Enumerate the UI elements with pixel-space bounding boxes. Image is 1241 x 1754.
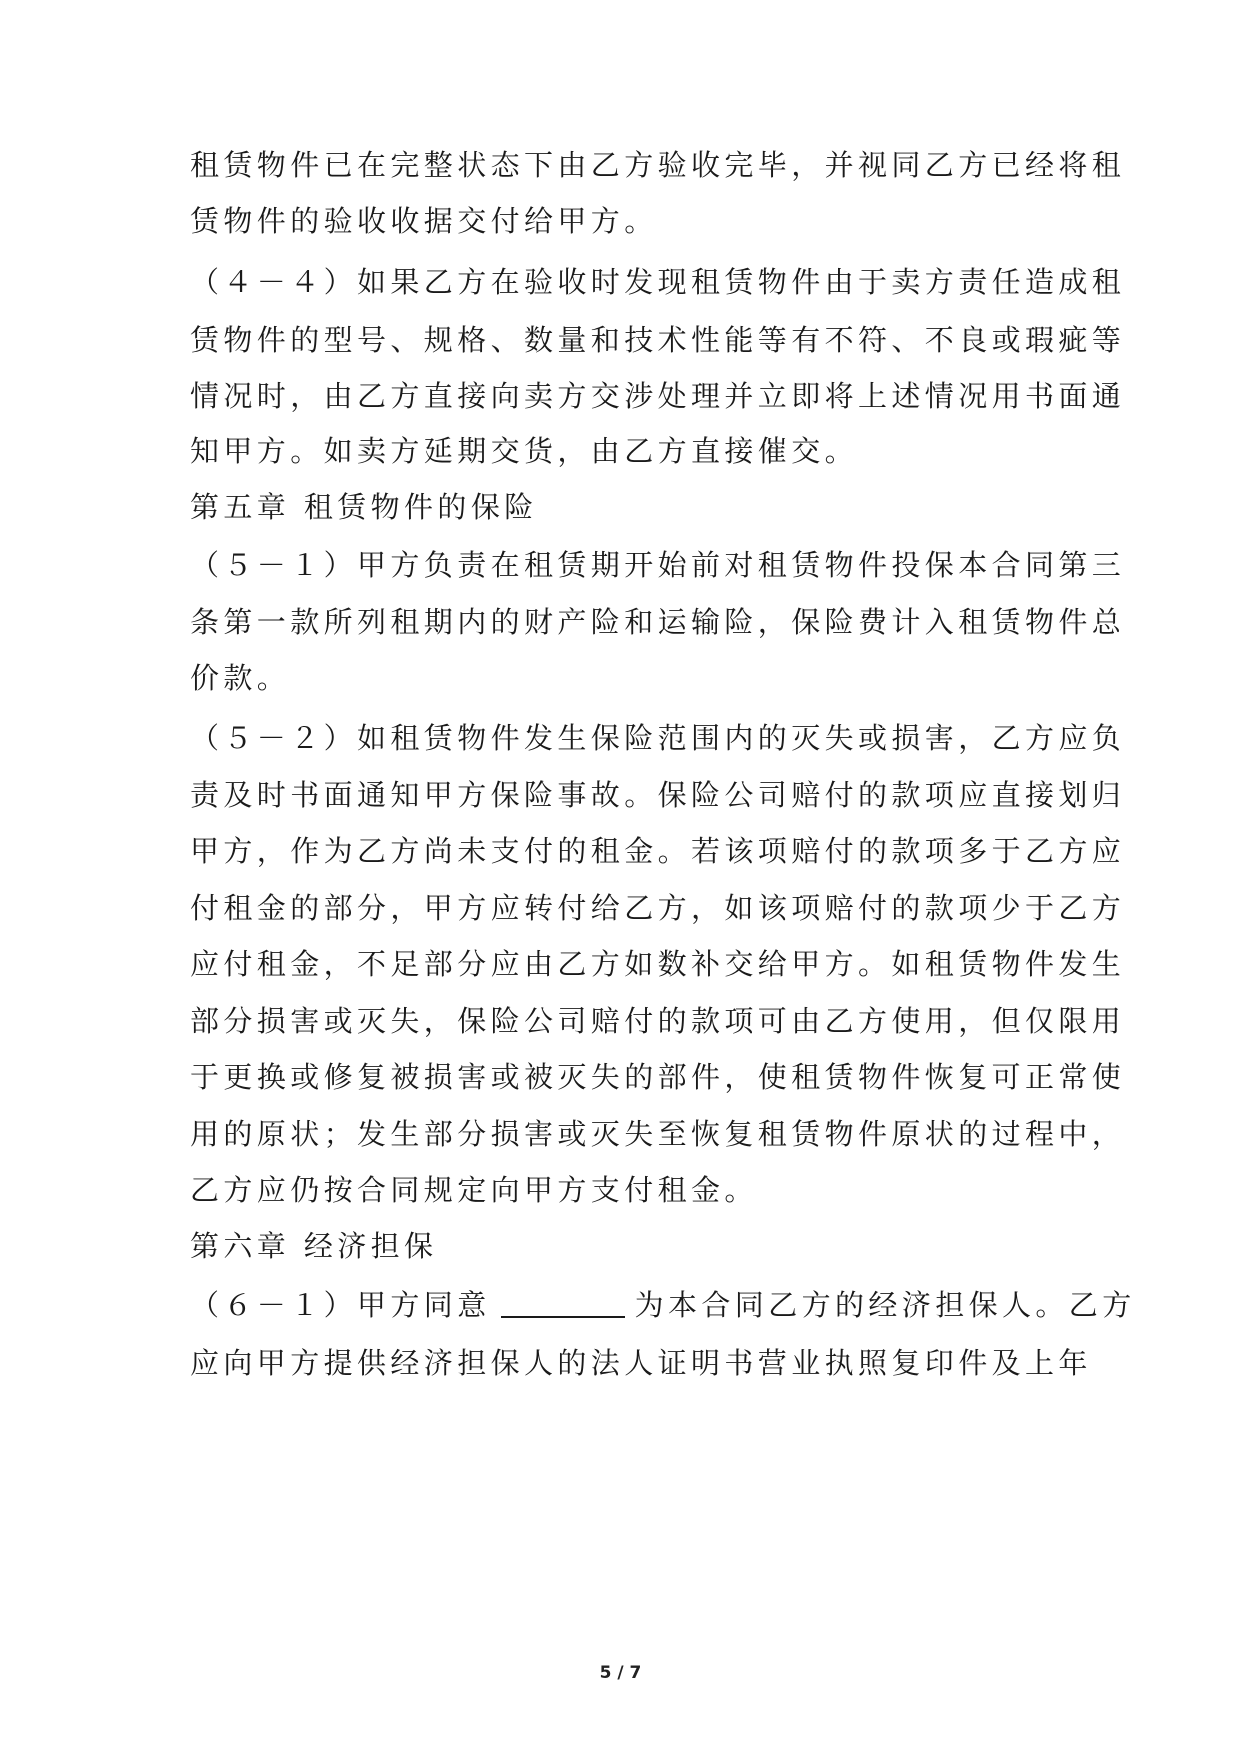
body-line: 租赁物件已在完整状态下由乙方验收完毕，并视同乙方已经将租 — [190, 148, 1126, 182]
body-line: 应付租金，不足部分应由乙方如数补交给甲方。如租赁物件发生 — [190, 947, 1126, 981]
body-line: 甲方，作为乙方尚未支付的租金。若该项赔付的款项多于乙方应 — [190, 834, 1126, 868]
body-line: 条第一款所列租期内的财产险和运输险，保险费计入租赁物件总 — [190, 605, 1126, 639]
body-line: 知甲方。如卖方延期交货，由乙方直接催交。 — [190, 434, 859, 468]
guarantor-blank-field — [501, 1286, 625, 1318]
clause-5-2: （５－２）如租赁物件发生保险范围内的灭失或损害，乙方应负 — [190, 721, 1126, 755]
body-line: 赁物件的型号、规格、数量和技术性能等有不符、不良或瑕疵等 — [190, 323, 1126, 357]
body-line: 部分损害或灭失，保险公司赔付的款项可由乙方使用，但仅限用 — [190, 1004, 1126, 1038]
body-line: 乙方应仍按合同规定向甲方支付租金。 — [190, 1173, 758, 1207]
chapter-6-heading: 第六章 经济担保 — [190, 1229, 438, 1263]
body-line: 于更换或修复被损害或被灭失的部件，使租赁物件恢复可正常使 — [190, 1060, 1126, 1094]
clause-6-1-prefix: （６－１）甲方同意 — [190, 1288, 491, 1322]
body-line: 付租金的部分，甲方应转付给乙方，如该项赔付的款项少于乙方 — [190, 891, 1126, 925]
clause-5-1: （５－１）甲方负责在租赁期开始前对租赁物件投保本合同第三 — [190, 548, 1126, 582]
clause-6-1-suffix: 为本合同乙方的经济担保人。乙方 — [634, 1288, 1136, 1322]
chapter-5-heading: 第五章 租赁物件的保险 — [190, 490, 538, 524]
body-line: 责及时书面通知甲方保险事故。保险公司赔付的款项应直接划归 — [190, 778, 1126, 812]
body-line: 应向甲方提供经济担保人的法人证明书营业执照复印件及上年 — [190, 1346, 1092, 1380]
body-line: 赁物件的验收收据交付给甲方。 — [190, 204, 658, 238]
body-line: 情况时，由乙方直接向卖方交涉处理并立即将上述情况用书面通 — [190, 379, 1126, 413]
clause-6-1 — [190, 1285, 1136, 1325]
body-line: 价款。 — [190, 661, 291, 695]
page-number: 5 / 7 — [599, 1663, 642, 1683]
body-line: 用的原状；发生部分损害或灭失至恢复租赁物件原状的过程中， — [190, 1117, 1126, 1151]
clause-4-4: （４－４）如果乙方在验收时发现租赁物件由于卖方责任造成租 — [190, 265, 1126, 299]
